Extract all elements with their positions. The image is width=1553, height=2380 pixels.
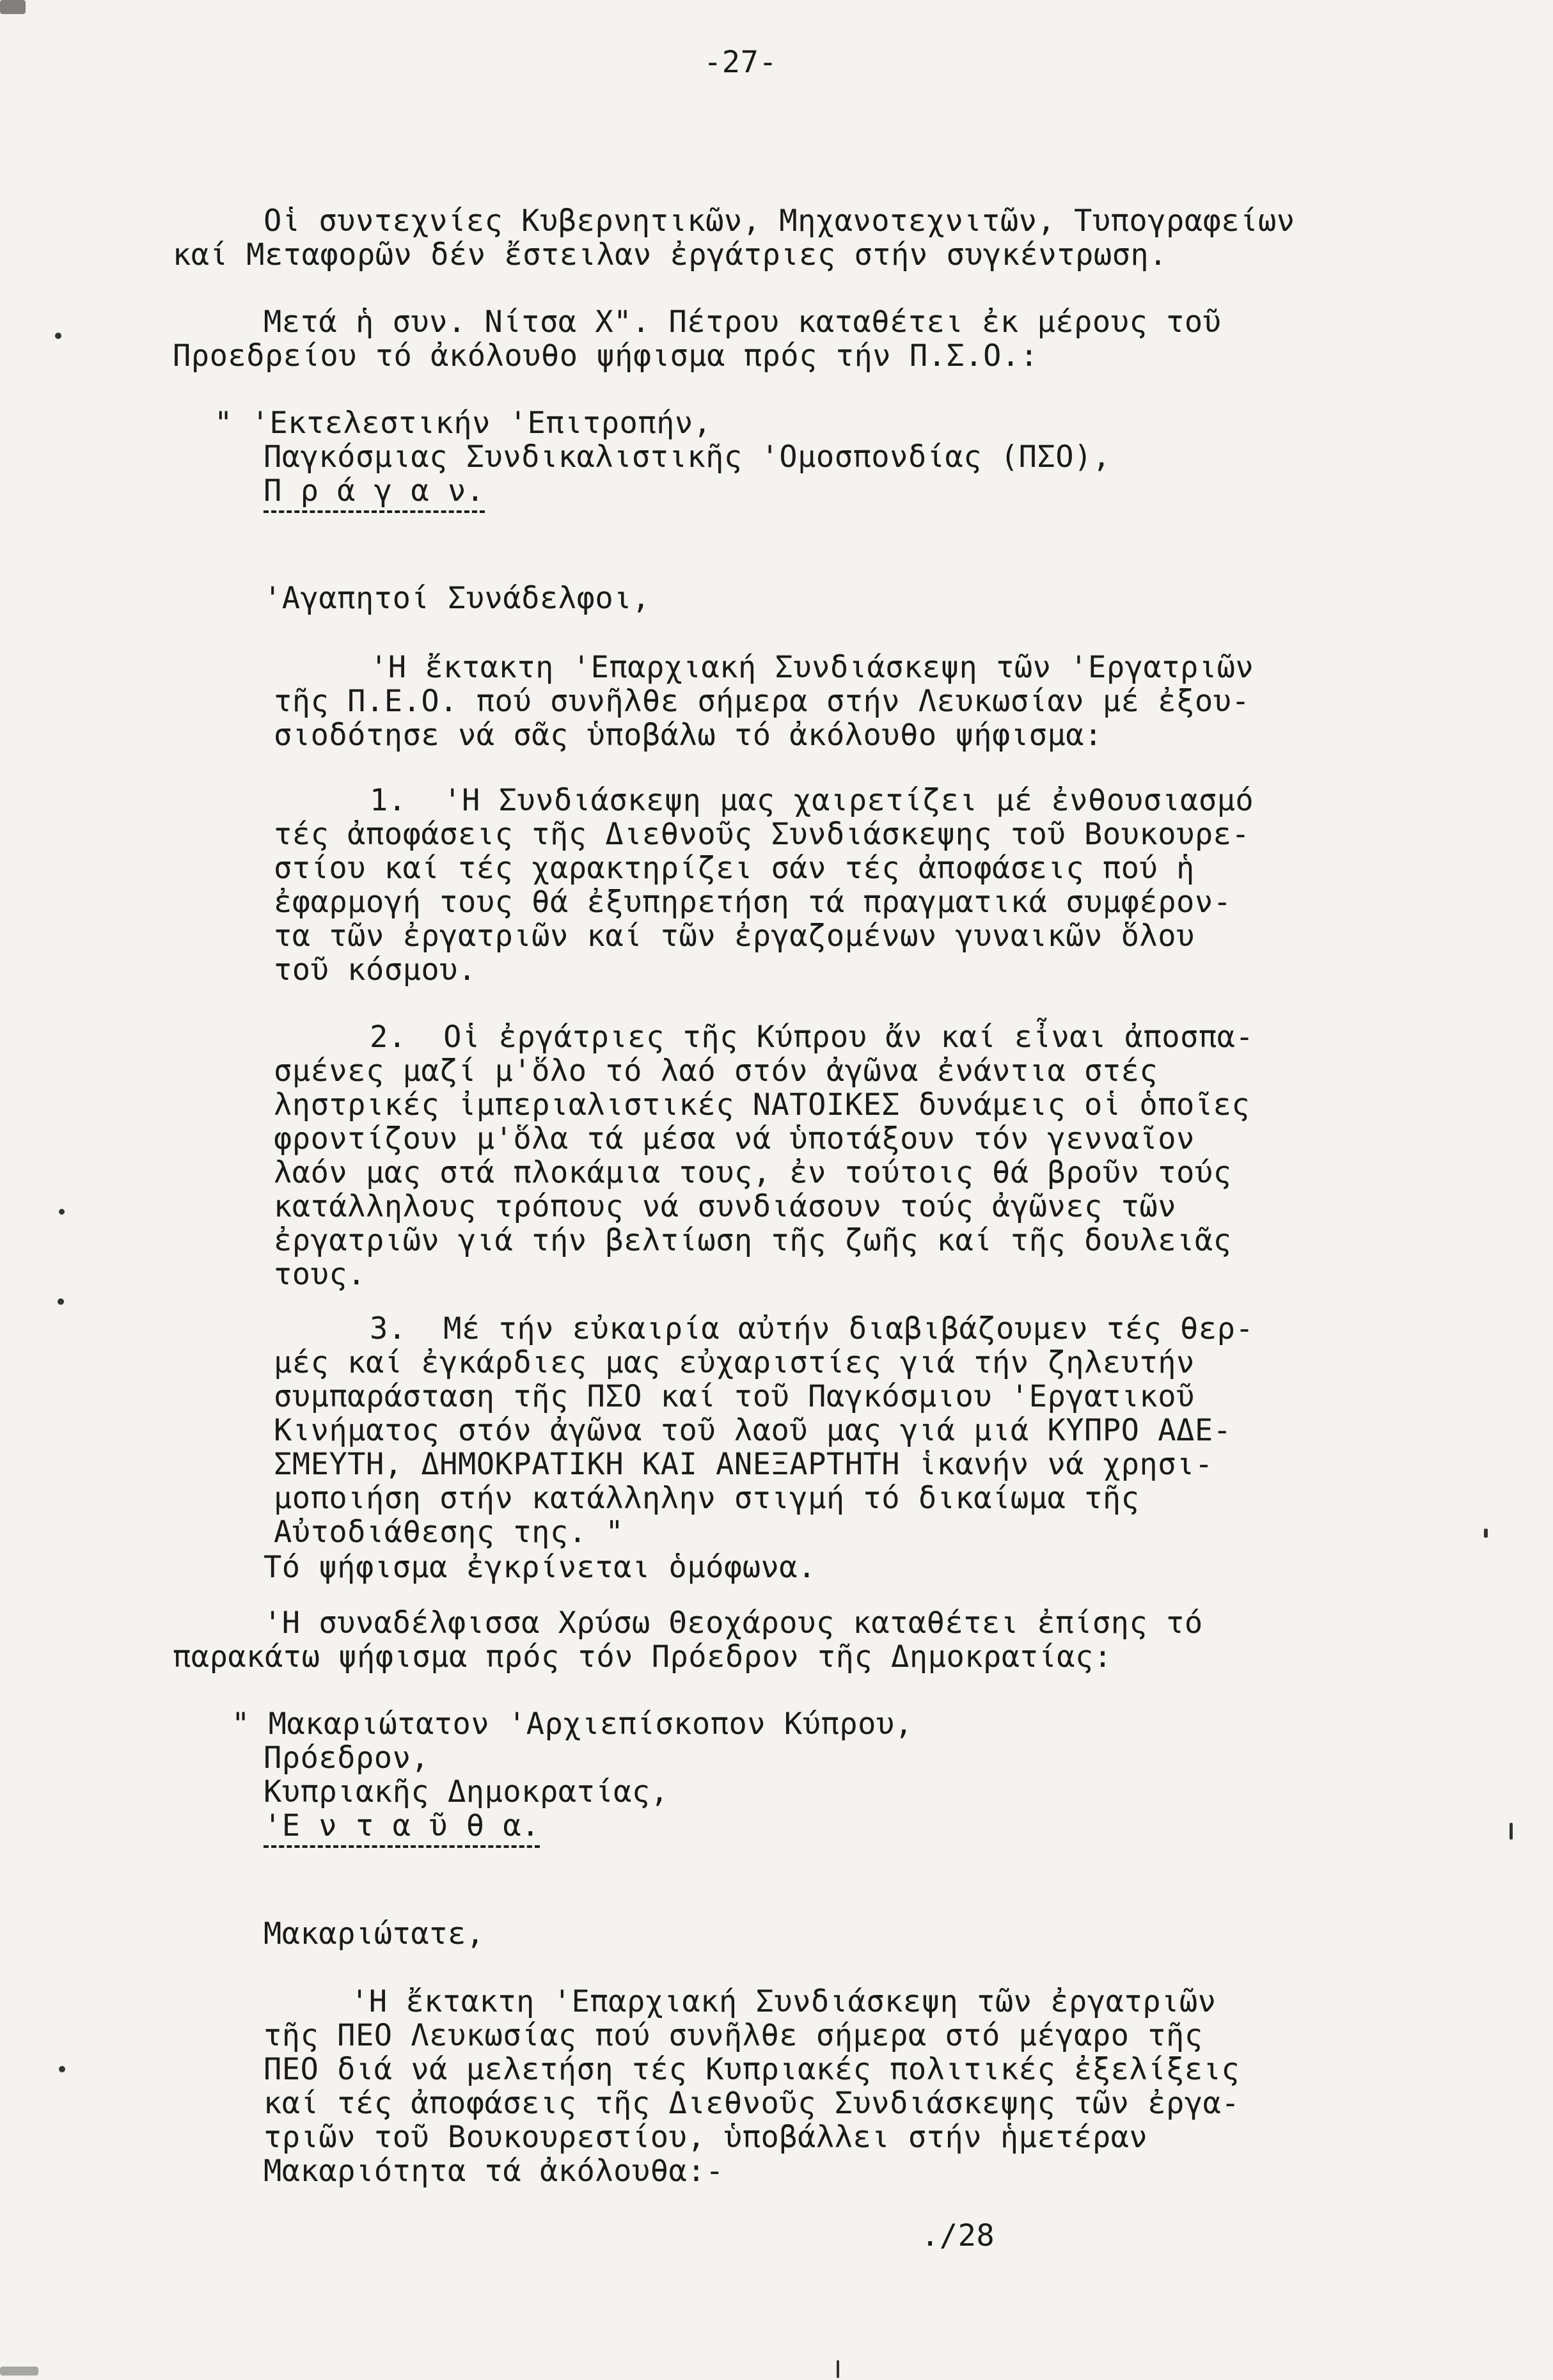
text-line: στίου καί τές χαρακτηρίζει σάν τές ἀποφάσεις πού ἡ (274, 851, 1195, 886)
page-number: -27- (704, 45, 778, 80)
text-line: σιοδότησε νά σᾶς ὑποβάλω τό ἀκόλουθο ψήφισμα: (274, 718, 1103, 753)
text-line: Μετά ἡ συν. Νίτσα Χ". Πέτρου καταθέτει ἐκ μέρους τοῦ (264, 304, 1222, 340)
scan-speck (58, 1298, 64, 1305)
text-line: λαόν μας στά πλοκάμια τους, ἐν τούτοις θά βροῦν τούς (274, 1155, 1232, 1190)
text-line: 'Η συναδέλφισσα Χρύσω Θεοχάρους καταθέτει ἐπίσης τό (264, 1605, 1203, 1641)
text-line: Προεδρείου τό ἀκόλουθο ψήφισμα πρός τήν Π.Σ.Ο.: (173, 338, 1039, 374)
text-line: Οἱ συντεχνίες Κυβερνητικῶν, Μηχανοτεχνιτῶν, Τυπογραφείων (264, 203, 1295, 239)
scan-speck (55, 333, 61, 339)
scan-speck (59, 1209, 65, 1215)
text-line: μές καί ἐγκάρδιες μας εὐχαριστίες γιά τήν ζηλευτήν (274, 1345, 1195, 1380)
text-line: φροντίζουν μ'ὅλα τά μέσα νά ὑποτάξουν τόν γενναῖον (274, 1121, 1195, 1156)
text-line: 1. 'Η Συνδιάσκεψη μας χαιρετίζει μέ ἐνθουσιασμό (370, 783, 1254, 818)
text-line: τριῶν τοῦ Βουκουρεστίου, ὑποβάλλει στήν ἡμετέραν (264, 2120, 1148, 2155)
text-line: Μακαριότητα τά ἀκόλουθα:- (264, 2154, 724, 2189)
text-line: τα τῶν ἐργατριῶν καί τῶν ἐργαζομένων γυναικῶν ὅλου (274, 918, 1195, 954)
salutation: Μακαριώτατε, (264, 1916, 485, 1951)
text-line: καί τές ἀποφάσεις τῆς Διεθνοῦς Συνδιάσκεψης τῶν ἐργα- (264, 2086, 1240, 2121)
text-line: ΠΕΟ διά νά μελετήση τές Κυπριακές πολιτικές ἐξελίξεις (264, 2052, 1240, 2087)
text-line: ἐργατριῶν γιά τήν βελτίωση τῆς ζωῆς καί τῆς δουλειᾶς (274, 1223, 1232, 1258)
text-line: τοῦ κόσμου. (274, 952, 477, 988)
text-line: καί Μεταφορῶν δέν ἔστειλαν ἐργάτριες στήν συγκέντρωση. (173, 237, 1168, 272)
text-line: σμένες μαζί μ'ὅλο τό λαό στόν ἀγῶνα ἐνάντια στές (274, 1053, 1158, 1089)
text-line: παρακάτω ψήφισμα πρός τόν Πρόεδρον τῆς Δημοκρατίας: (173, 1639, 1112, 1675)
text-line: Κυπριακῆς Δημοκρατίας, (264, 1774, 669, 1809)
text-line: συμπαράσταση τῆς ΠΣΟ καί τοῦ Παγκόσμιου 'Εργατικοῦ (274, 1379, 1195, 1414)
scan-speck (837, 2360, 839, 2378)
scan-speck (0, 0, 26, 14)
approval-note: Τό ψήφισμα ἐγκρίνεται ὁμόφωνα. (264, 1550, 816, 1585)
text-line: κατάλληλους τρόπους νά συνδιάσουν τούς ἀγῶνες τῶν (274, 1189, 1177, 1224)
continuation-marker: ./28 (921, 2218, 995, 2253)
text-line: τους. (274, 1257, 366, 1292)
text-line: " Μακαριώτατον 'Αρχιεπίσκοπον Κύπρου, (232, 1706, 913, 1742)
text-line: Πρόεδρον, (264, 1740, 430, 1776)
text-line: τές ἀποφάσεις τῆς Διεθνοῦς Συνδιάσκεψης τοῦ Βουκουρε- (274, 817, 1250, 852)
text-line: 'Η ἔκτακτη 'Επαρχιακή Συνδιάσκεψη τῶν 'Εργατριῶν (370, 650, 1254, 685)
underlined-city: 'Ε ν τ α ῦ θ α. (264, 1808, 540, 1848)
text-line: ΣΜΕΥΤΗ, ΔΗΜΟΚΡΑΤΙΚΗ ΚΑΙ ΑΝΕΞΑΡΤΗΤΗ ἱκανήν νά χρησι- (274, 1447, 1213, 1482)
text-line: ληστρικές ἰμπεριαλιστικές ΝΑΤΟΙΚΕΣ δυνάμεις οἱ ὁποῖες (274, 1087, 1250, 1123)
text-line: 3. Μέ τήν εὐκαιρία αὐτήν διαβιβάζουμεν τές θερ- (370, 1311, 1254, 1346)
scan-speck (1484, 1529, 1488, 1538)
text-line: τῆς ΠΕΟ Λευκωσίας πού συνῆλθε σήμερα στό μέγαρο τῆς (264, 2018, 1203, 2053)
text-line: Παγκόσμιας Συνδικαλιστικῆς 'Ομοσπονδίας (ΠΣΟ), (264, 439, 1111, 475)
address-city (264, 1809, 540, 1843)
salutation: 'Αγαπητοί Συνάδελφοι, (264, 581, 650, 616)
text-line: ἐφαρμογή τους θά ἐξυπηρετήση τά πραγματικά συμφέρον- (274, 885, 1232, 920)
text-line: μοποιήση στήν κατάλληλην στιγμή τό δικαίωμα τῆς (274, 1481, 1140, 1516)
scan-speck (1510, 1823, 1513, 1840)
text-line: 'Η ἔκτακτη 'Επαρχιακή Συνδιάσκεψη τῶν ἐργατριῶν (351, 1984, 1217, 2019)
address-city (264, 475, 485, 508)
text-line: Αὐτοδιάθεσης της. " (274, 1515, 624, 1550)
text-line: Κινήματος στόν ἀγῶνα τοῦ λαοῦ μας γιά μιά ΚΥΠΡΟ ΑΔΕ- (274, 1413, 1232, 1448)
text-line: 2. Οἱ ἐργάτριες τῆς Κύπρου ἄν καί εἶναι ἀποσπα- (370, 1020, 1254, 1055)
scan-speck (59, 2066, 65, 2072)
text-line: τῆς Π.Ε.Ο. πού συνῆλθε σήμερα στήν Λευκωσίαν μέ ἐξου- (274, 684, 1250, 719)
scan-speck (0, 2367, 38, 2376)
underlined-city: Π ρ ά γ α ν. (264, 473, 485, 513)
text-line: " 'Εκτελεστικήν 'Επιτροπήν, (214, 406, 712, 441)
